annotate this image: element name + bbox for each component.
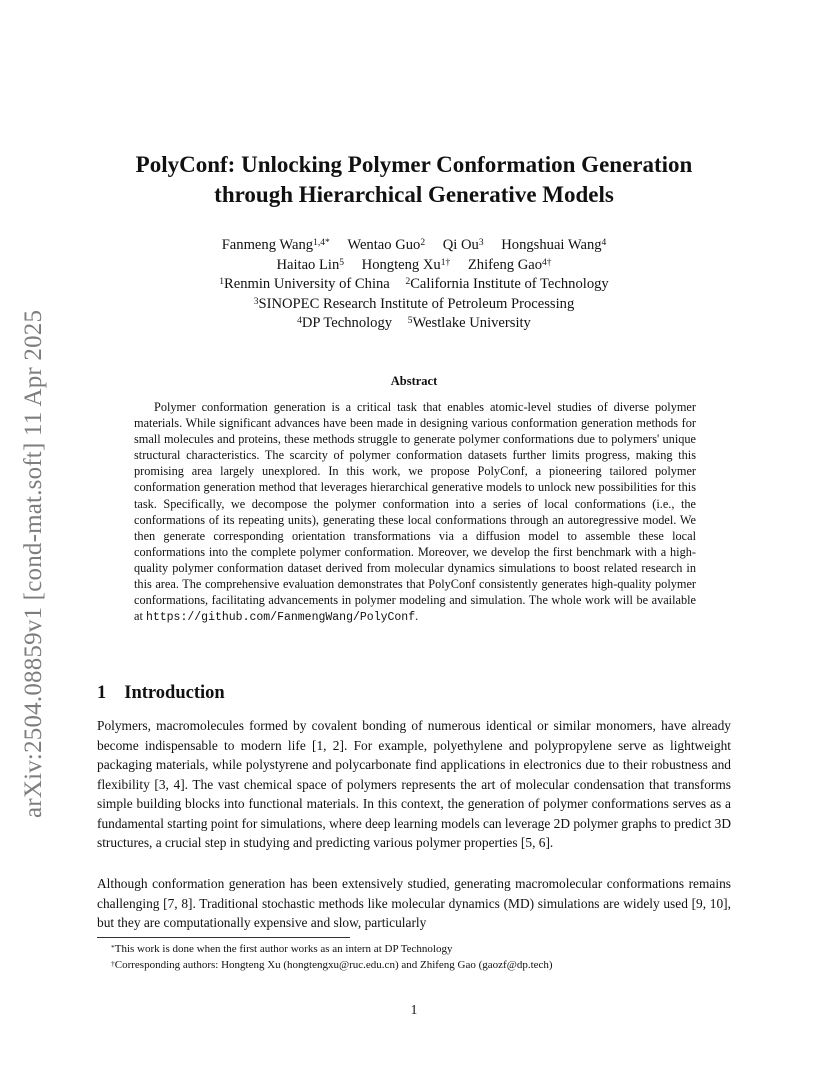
author-block [96, 236, 732, 334]
affiliation-line-3 [96, 314, 732, 334]
page-number: 1 [410, 1002, 418, 1017]
author-line-2 [96, 256, 732, 276]
body-paragraph: Although conformation generation has been extensively studied, generating macromolecular conformations remains challenging [7, 8]. Traditional stochastic methods like molecular dynamics (MD) simulations are widely used [9, 10], but they are computationally expensive and slow, particularly [97, 876, 731, 930]
author: Wentao Guo$^2$ [347, 237, 426, 253]
author: Hongteng $Xu^{1\dagger}$ [361, 256, 451, 273]
body-paragraph: Polymers, macromolecules formed by covalent bonding of numerous identical or similar monomers, have already become indispensable to modern life [1, 2]. For example, polyethylene and polypropylene serve as lightweight packaging materials, while polystyrene and polycarbonate find applications in electronics due to their robustness and flexibility [3, 4]. The vast chemical space of polymers represents the art of molecular condensation that transforms simple building blocks into functional materials. In this context, the generation of polymer conformations serves as a fundamental starting point for simulations, where deep learning models can leverage 2D polymer graphs to predict 3D structures, a crucial step in studying and predicting various polymer properties [5, 6]. [97, 718, 732, 850]
arxiv-identifier-stamp: arXiv:2504.08859v1 [cond-mat.soft] 11 Apr 2025 [20, 309, 47, 818]
author: Haitao Lin$^5$ [276, 256, 345, 273]
footnotes [97, 941, 731, 973]
affiliation: $^3$SINOPEC Research Institute of Petroleum Processing [253, 295, 575, 312]
section-title: Introduction [124, 683, 225, 703]
title-line-2: through Hierarchical Generative Models [214, 182, 614, 207]
footnote: *This work is done when the first author works as an intern at DP Technology [111, 943, 453, 955]
affiliation: $^5$Westlake University [407, 315, 531, 331]
author-line-1 [96, 236, 732, 256]
affiliation-line-2 [96, 295, 732, 315]
abstract-body: Polymer conformation generation is a critical task that enables atomic-level studies of diverse polymer materials. While significant advances have been made in designing various conformation generation methods for small molecules and proteins, these methods struggle to generate polymer conformations due to polymers' unique structural characteristics. The scarcity of polymer conformation datasets further limits progress, making this promising area largely unexplored. In this work, we propose PolyConf, a pioneering tailored polymer conformation generation method that leverages hierarchical generative models to unlock new possibilities for this task. Specifically, we decompose the polymer conformation into a series of local conformations (i.e., the conformations of its repeating units), generating these local conformations through an autoregressive model. We then generate corresponding orientation transformations via a diffusion model to assemble these local conformations into the complete polymer conformation. Moreover, we develop the first benchmark with a high-quality polymer conformation dataset derived from molecular dynamics simulations to boost related research in this area. The comprehensive evaluation demonstrates that PolyConf consistently generates high-quality polymer conformations, facilitating advancements in polymer modeling and simulation. The whole work will be available at https://github.com/FanmengWang/PolyConf. [134, 400, 696, 625]
abstract-heading: Abstract [390, 374, 438, 388]
affiliation: $^4$DP Technology [297, 315, 393, 331]
author: Zhifeng Gao$^{4\dagger}$ [467, 256, 552, 273]
affiliation: $^2$California Institute of Technology [405, 276, 609, 292]
footnote: †Corresponding authors: Hongteng Xu (hongtengxu@ruc.edu.cn) and Zhifeng Gao (gaozf@dp.tech) [111, 959, 553, 971]
affiliation-line-1 [96, 275, 732, 295]
author: Qi Ou$^3$ [442, 237, 484, 253]
author: Hongshuai Wang$^4$ [501, 237, 607, 253]
section-heading-introduction [97, 683, 225, 704]
author: Fanmeng Wang$^{1,4*}$ [221, 237, 330, 253]
title-line-1: PolyConf: Unlocking Polymer Conformation Generation [135, 152, 693, 177]
footnote-divider [97, 937, 350, 938]
section-number: 1 [97, 683, 107, 703]
paper-title [96, 150, 732, 210]
affiliation: $^1$Renmin University of China [219, 276, 390, 292]
code-url-link[interactable]: https://github.com/FanmengWang/PolyConf [145, 611, 416, 625]
